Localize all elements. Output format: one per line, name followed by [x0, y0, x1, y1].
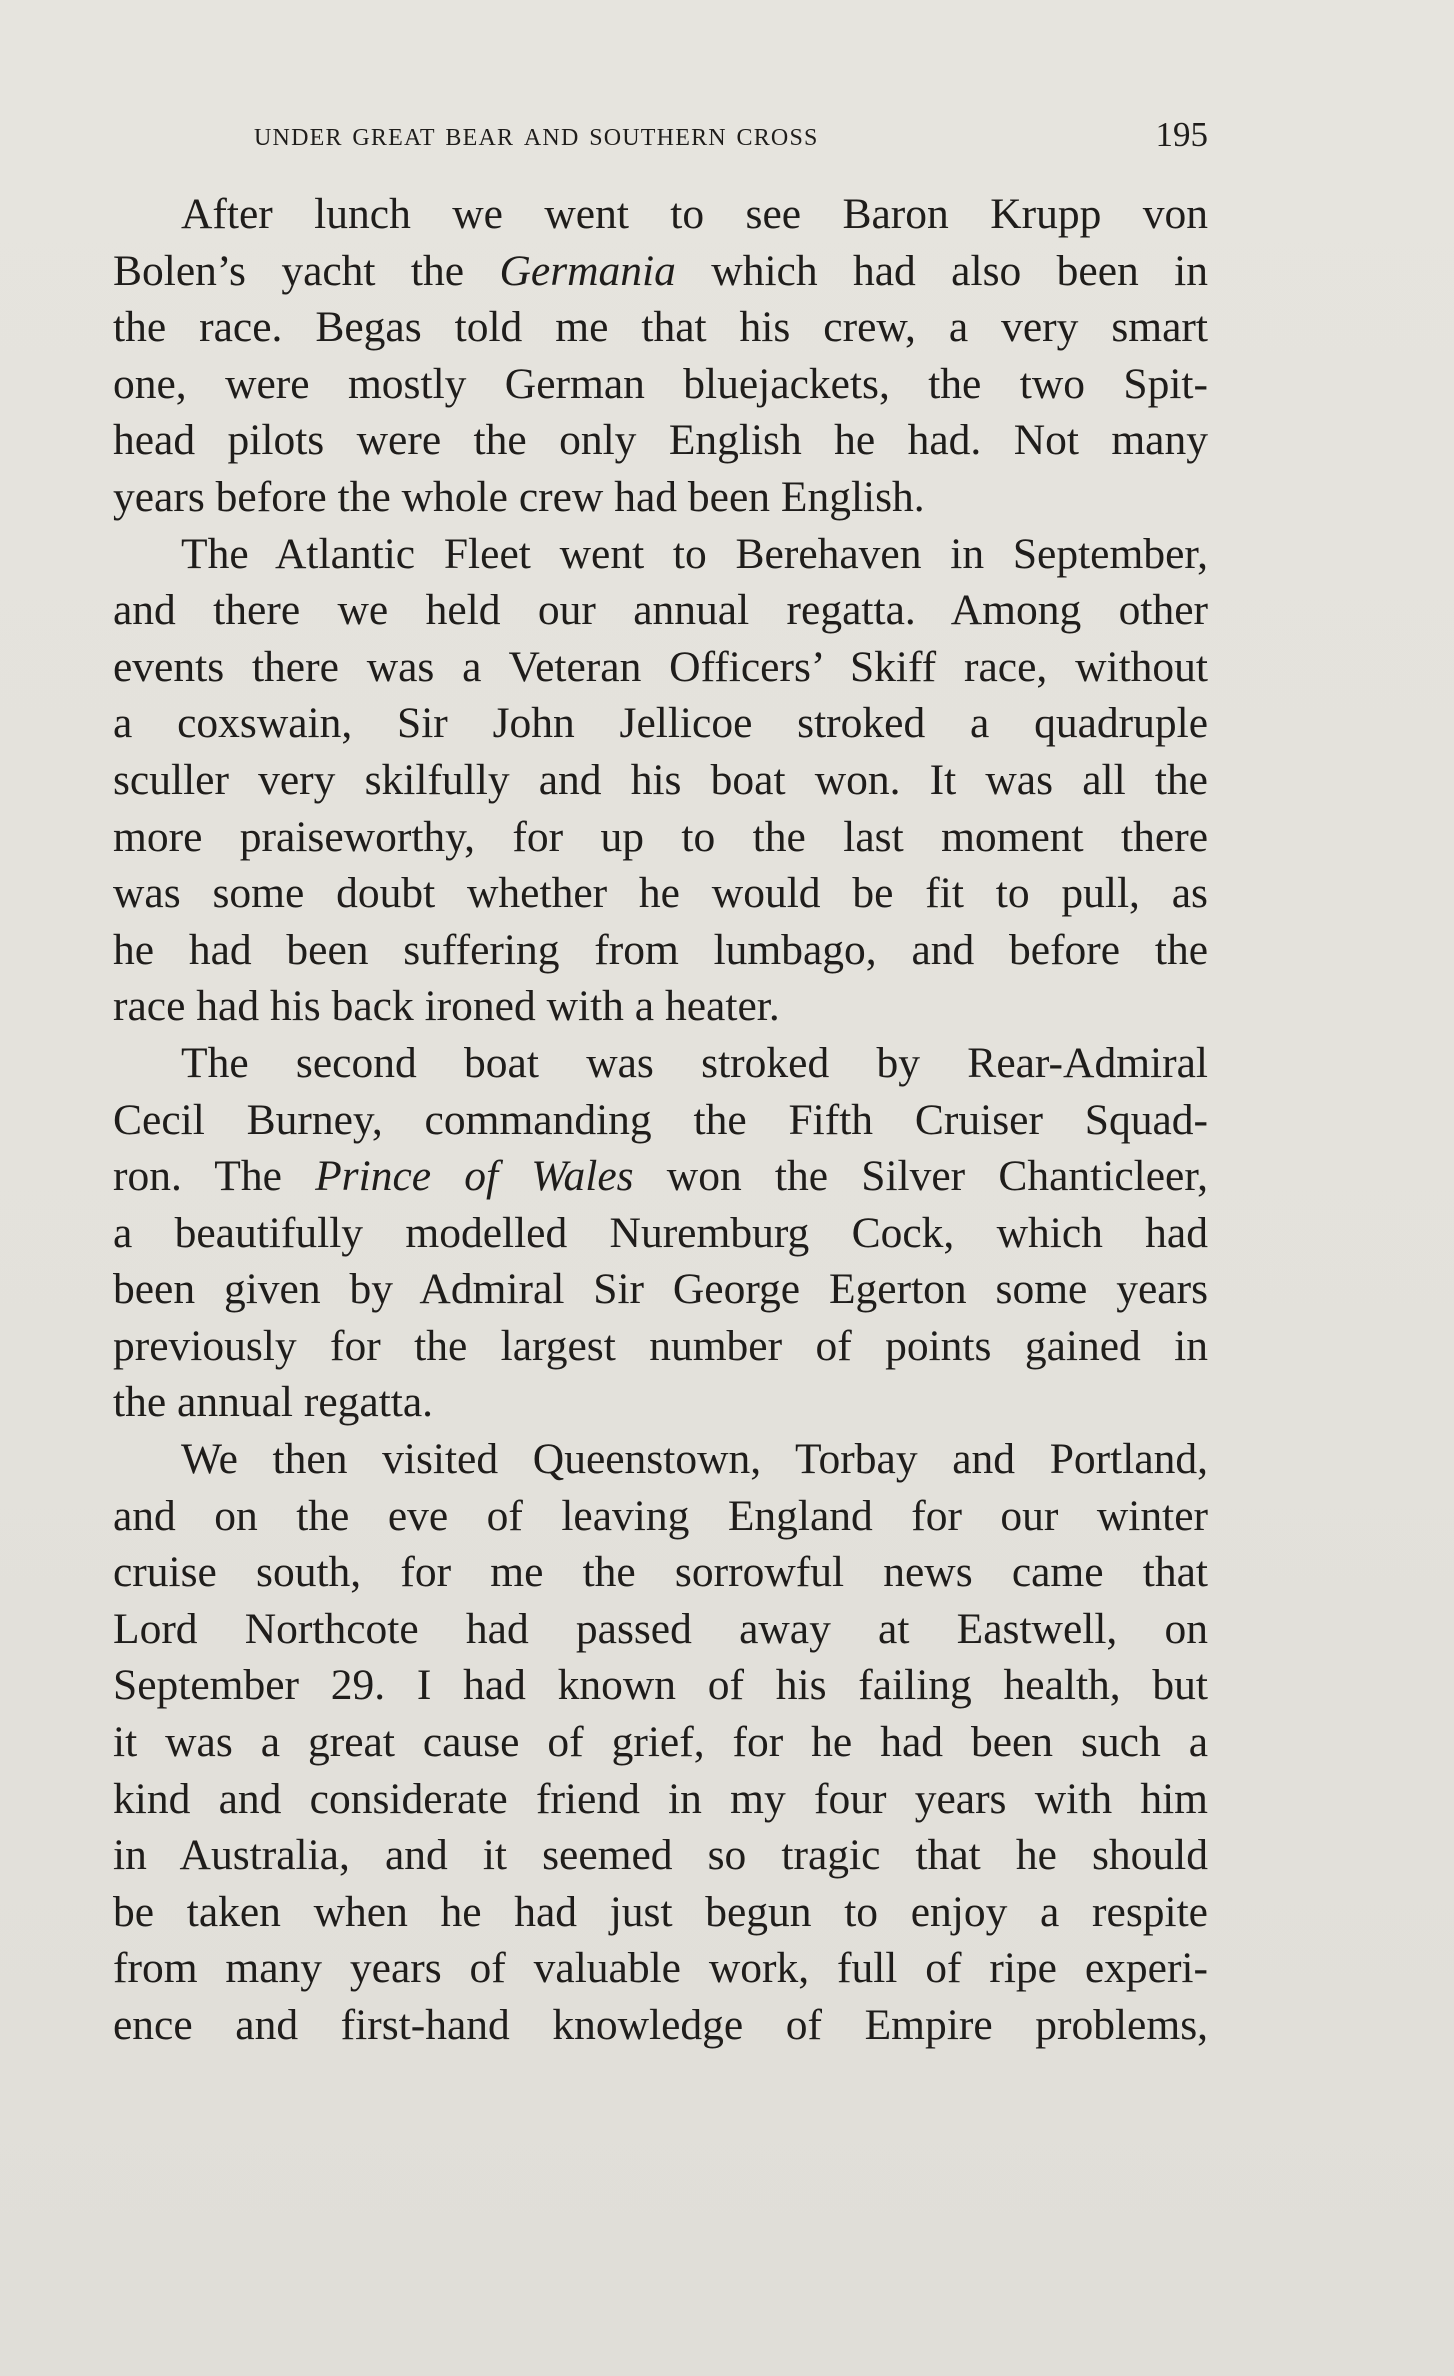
- text-line: [113, 752, 1208, 809]
- text-segment: The Atlantic Fleet went to Berehaven in September,: [181, 529, 1208, 578]
- text-line: [113, 865, 1208, 922]
- text-line: [113, 1092, 1208, 1149]
- text-segment: race had his back ironed with a heater.: [113, 982, 780, 1031]
- text-segment: ron. The: [113, 1152, 316, 1201]
- text-line: [113, 1657, 1208, 1714]
- text-line: [113, 412, 1208, 469]
- text-line: [113, 1205, 1208, 1262]
- text-line: [113, 469, 1208, 526]
- text-segment: After lunch we went to see Baron Krupp von: [181, 190, 1208, 238]
- text-line: [113, 1374, 1208, 1431]
- text-segment: previously for the largest number of points gained in: [113, 1321, 1208, 1370]
- text-line: [113, 1601, 1208, 1658]
- text-segment: been given by Admiral Sir George Egerton some years: [113, 1265, 1208, 1314]
- running-title: under great bear and southern cross: [254, 116, 819, 153]
- text-line: [113, 299, 1208, 356]
- text-line: [113, 922, 1208, 979]
- italic-title: Germania: [499, 246, 676, 295]
- text-line: [113, 356, 1208, 413]
- text-line: [113, 1884, 1208, 1941]
- text-line: [113, 809, 1208, 866]
- text-segment: head pilots were the only English he had. Not many: [113, 416, 1208, 465]
- text-segment: won the Silver Chanticleer,: [633, 1152, 1208, 1201]
- text-line: [113, 1997, 1208, 2054]
- text-line: [113, 1261, 1208, 1318]
- running-head: [254, 112, 1208, 158]
- page-number: 195: [1155, 115, 1208, 154]
- text-segment: be taken when he had just begun to enjoy a respite: [113, 1887, 1208, 1936]
- text-line: [113, 526, 1208, 583]
- text-line: [113, 1148, 1208, 1205]
- text-segment: was some doubt whether he would be fit to pull, as: [113, 869, 1208, 918]
- text-line: [113, 1771, 1208, 1828]
- text-line: [113, 639, 1208, 696]
- text-segment: events there was a Veteran Officers’ Skiff race, without: [113, 642, 1208, 691]
- text-segment: cruise south, for me the sorrowful news came that: [113, 1548, 1208, 1597]
- text-segment: more praiseworthy, for up to the last moment there: [113, 812, 1208, 861]
- text-line: [113, 186, 1208, 243]
- text-line: [113, 1318, 1208, 1375]
- text-segment: Bolen’s yacht the: [113, 246, 500, 295]
- text-line: [113, 1488, 1208, 1545]
- text-segment: from many years of valuable work, full of ripe experi-: [113, 1944, 1208, 1993]
- text-line: [113, 1714, 1208, 1771]
- text-segment: September 29. I had known of his failing health, but: [113, 1661, 1208, 1710]
- body-text: [113, 186, 1208, 2054]
- text-segment: Lord Northcote had passed away at Eastwell, on: [113, 1604, 1208, 1653]
- italic-title: Prince of Wales: [315, 1152, 634, 1201]
- text-segment: a beautifully modelled Nuremburg Cock, which had: [113, 1208, 1208, 1257]
- text-segment: and there we held our annual regatta. Among other: [113, 586, 1208, 635]
- text-line: [113, 582, 1208, 639]
- text-line: [113, 1544, 1208, 1601]
- text-segment: years before the whole crew had been English.: [113, 472, 925, 521]
- text-line: [113, 1035, 1208, 1092]
- text-segment: We then visited Queenstown, Torbay and Portland,: [181, 1435, 1208, 1484]
- text-segment: Cecil Burney, commanding the Fifth Cruiser Squad-: [113, 1095, 1208, 1144]
- text-segment: in Australia, and it seemed so tragic that he should: [113, 1831, 1208, 1880]
- text-segment: one, were mostly German bluejackets, the two Spit-: [113, 359, 1208, 408]
- text-segment: it was a great cause of grief, for he had been such a: [113, 1718, 1208, 1767]
- text-segment: kind and considerate friend in my four years with him: [113, 1774, 1208, 1823]
- text-segment: sculler very skilfully and his boat won. It was all the: [113, 755, 1208, 804]
- text-line: [113, 243, 1208, 300]
- text-segment: and on the eve of leaving England for our winter: [113, 1491, 1208, 1540]
- text-line: [113, 1431, 1208, 1488]
- text-segment: ence and first-hand knowledge of Empire problems,: [113, 2001, 1208, 2049]
- text-segment: which had also been in: [675, 246, 1208, 295]
- text-line: [113, 695, 1208, 752]
- text-segment: the annual regatta.: [113, 1378, 434, 1427]
- text-line: [113, 978, 1208, 1035]
- text-segment: The second boat was stroked by Rear-Admiral: [181, 1038, 1208, 1087]
- text-line: [113, 1827, 1208, 1884]
- text-line: [113, 1940, 1208, 1997]
- text-segment: he had been suffering from lumbago, and before the: [113, 925, 1208, 974]
- text-segment: the race. Begas told me that his crew, a very smart: [113, 303, 1208, 352]
- text-segment: a coxswain, Sir John Jellicoe stroked a quadruple: [113, 699, 1208, 748]
